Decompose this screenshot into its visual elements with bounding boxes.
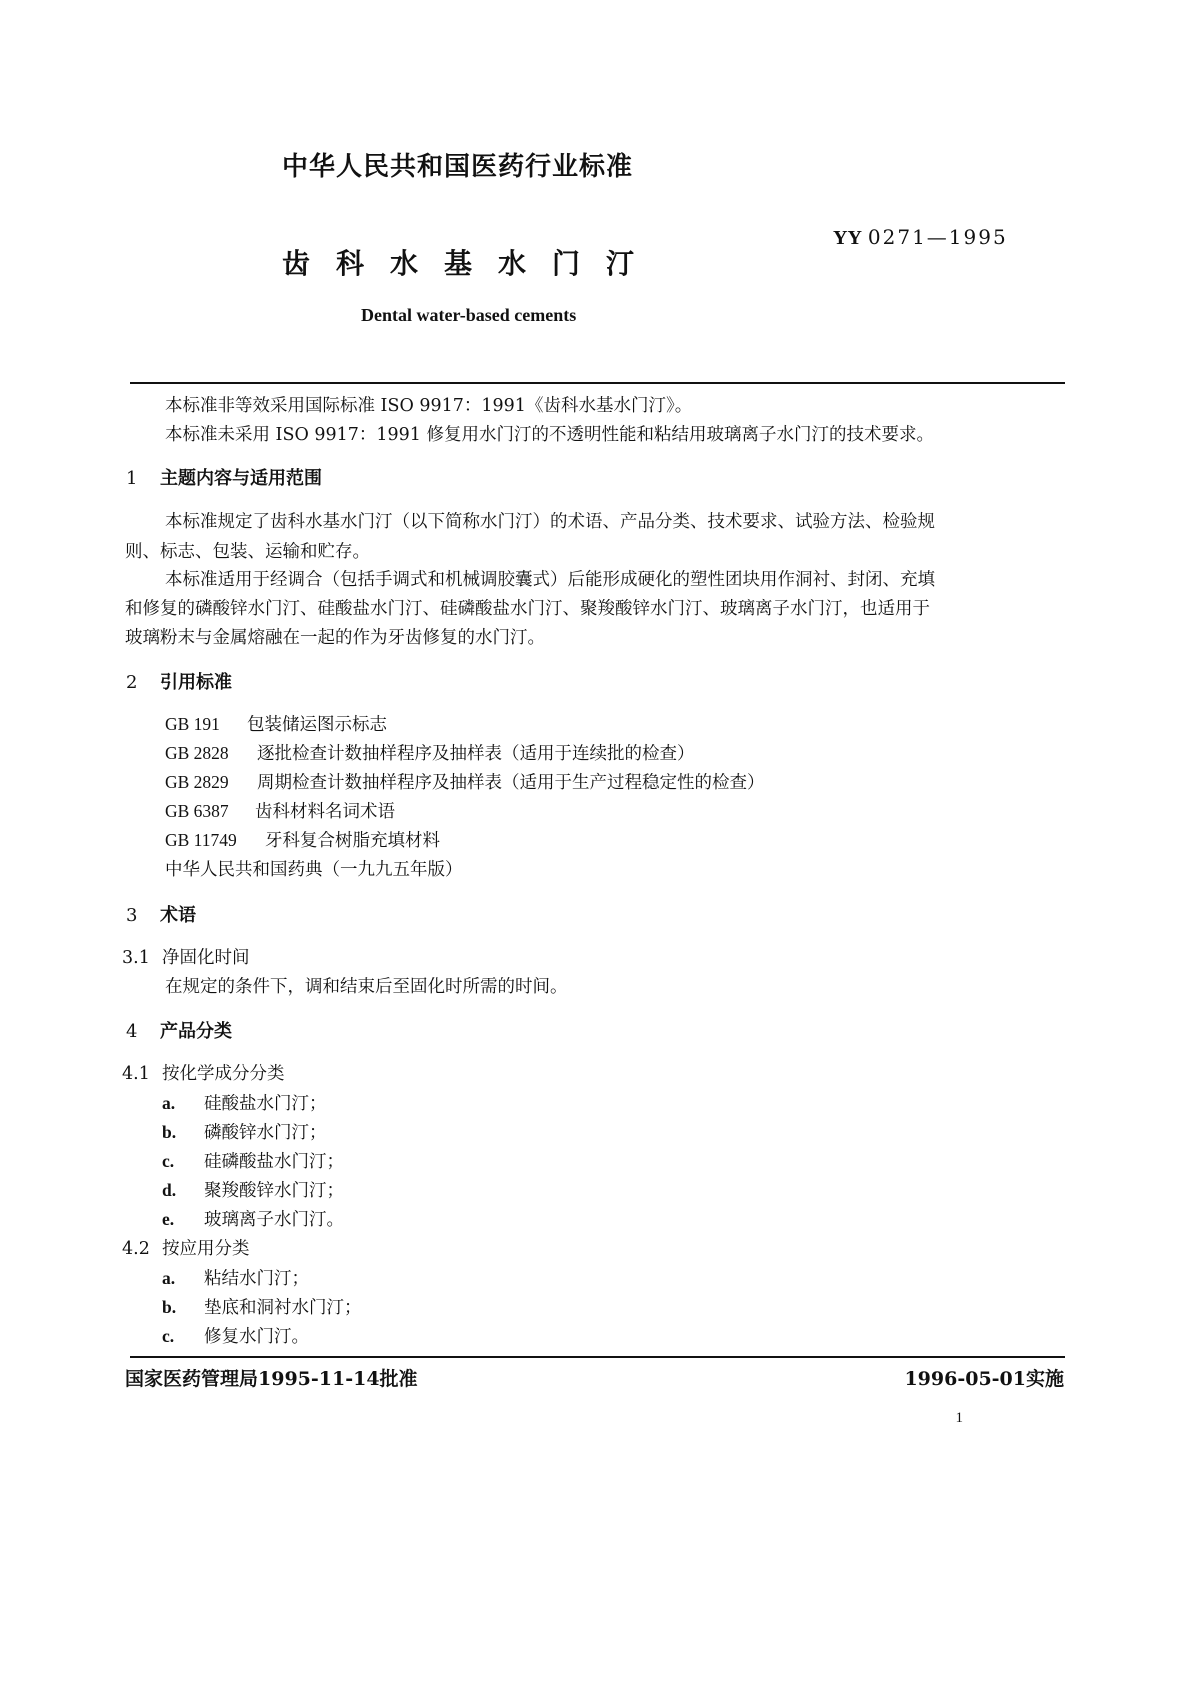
list-letter: c. <box>162 1326 175 1346</box>
reference-item <box>165 798 395 823</box>
standard-number <box>833 225 1008 250</box>
reference-name: 周期检查计数抽样程序及抽样表（适用于生产过程稳定性的检查） <box>257 773 765 793</box>
list-item <box>162 1148 344 1173</box>
reference-name: 齿科材料名词术语 <box>255 802 395 822</box>
list-text: 聚羧酸锌水门汀； <box>204 1181 344 1201</box>
subsection-3-1-heading <box>122 944 250 969</box>
reference-code: GB 191 <box>165 714 220 734</box>
subsection-4-2-title: 按应用分类 <box>162 1239 250 1259</box>
subsection-4-2-heading <box>122 1235 250 1260</box>
section-4-title: 产品分类 <box>160 1021 232 1042</box>
reference-code: GB 11749 <box>165 830 237 850</box>
list-text: 垫底和洞衬水门汀； <box>204 1298 362 1318</box>
subsection-4-1-heading <box>122 1060 285 1085</box>
header-rule <box>130 382 1065 384</box>
list-item <box>162 1090 327 1115</box>
subsection-3-1-title: 净固化时间 <box>162 948 250 968</box>
section-1-p1-line-1: 本标准规定了齿科水基水门汀（以下简称水门汀）的术语、产品分类、技术要求、试验方法、检验规 <box>165 512 935 532</box>
list-text: 硅酸盐水门汀； <box>204 1094 327 1114</box>
section-2-number: 2 <box>126 672 138 693</box>
section-1-title: 主题内容与适用范围 <box>160 468 322 489</box>
list-item <box>162 1323 309 1348</box>
list-letter: a. <box>162 1268 176 1288</box>
list-letter: a. <box>162 1093 176 1113</box>
page-number: 1 <box>955 1410 963 1426</box>
list-item <box>162 1119 327 1144</box>
section-3-heading <box>126 901 196 927</box>
list-text: 粘结水门汀； <box>204 1269 309 1289</box>
reference-code: GB 2829 <box>165 772 229 792</box>
list-letter: b. <box>162 1297 177 1317</box>
list-text: 硅磷酸盐水门汀； <box>204 1152 344 1172</box>
section-1-p1-line-2: 则、标志、包装、运输和贮存。 <box>125 542 370 562</box>
list-letter: e. <box>162 1209 175 1229</box>
section-3-number: 3 <box>126 905 138 926</box>
section-1-p2-line-1: 本标准适用于经调合（包括手调式和机械调胶囊式）后能形成硬化的塑性团块用作洞衬、封闭、充填 <box>165 570 935 590</box>
section-4-number: 4 <box>126 1021 138 1042</box>
section-4-heading <box>126 1017 232 1043</box>
subsection-3-1-number: 3.1 <box>122 948 150 968</box>
intro-line-2: 本标准未采用 ISO 9917：1991 修复用水门汀的不透明性能和粘结用玻璃离子水门汀的技术要求。 <box>165 425 935 445</box>
section-2-heading <box>126 668 232 694</box>
standard-prefix: YY <box>833 227 862 249</box>
section-1-heading <box>126 464 322 490</box>
subsection-4-2-number: 4.2 <box>122 1239 150 1259</box>
section-3-title: 术语 <box>160 905 196 926</box>
subsection-4-1-number: 4.1 <box>122 1064 150 1084</box>
list-text: 磷酸锌水门汀； <box>204 1123 327 1143</box>
reference-pharmacopoeia: 中华人民共和国药典（一九九五年版） <box>165 860 463 880</box>
intro-line-1: 本标准非等效采用国际标准 ISO 9917：1991《齿科水基水门汀》。 <box>165 396 693 416</box>
list-item <box>162 1294 362 1319</box>
title-chinese: 齿科水基水门汀 <box>282 247 661 280</box>
list-text: 修复水门汀。 <box>204 1327 309 1347</box>
section-2-title: 引用标准 <box>160 672 232 693</box>
reference-name: 牙科复合树脂充填材料 <box>265 831 440 851</box>
reference-item <box>165 711 387 736</box>
reference-name: 逐批检查计数抽样程序及抽样表（适用于连续批的检查） <box>257 744 695 764</box>
reference-item <box>165 740 695 765</box>
list-letter: c. <box>162 1151 175 1171</box>
issuing-body: 中华人民共和国医药行业标准 <box>282 152 634 182</box>
reference-code: GB 6387 <box>165 801 229 821</box>
list-item <box>162 1177 344 1202</box>
list-text: 玻璃离子水门汀。 <box>204 1210 344 1230</box>
section-1-p2-line-2: 和修复的磷酸锌水门汀、硅酸盐水门汀、硅磷酸盐水门汀、聚羧酸锌水门汀、玻璃离子水门汀，也适用于 <box>125 599 930 619</box>
list-item <box>162 1265 309 1290</box>
subsection-4-1-title: 按化学成分分类 <box>162 1064 285 1084</box>
list-letter: d. <box>162 1180 177 1200</box>
subsection-3-1-text: 在规定的条件下，调和结束后至固化时所需的时间。 <box>165 977 568 997</box>
section-1-p2-line-3: 玻璃粉末与金属熔融在一起的作为牙齿修复的水门汀。 <box>125 628 545 648</box>
reference-code: GB 2828 <box>165 743 229 763</box>
reference-name: 包装储运图示标志 <box>247 715 387 735</box>
list-letter: b. <box>162 1122 177 1142</box>
section-1-number: 1 <box>126 468 138 489</box>
footer-rule <box>130 1356 1065 1358</box>
standard-code: 0271—1995 <box>867 225 1008 249</box>
approval-date: 国家医药管理局1995-11-14批准 <box>125 1368 418 1390</box>
effective-date: 1996-05-01实施 <box>904 1368 1064 1390</box>
reference-item <box>165 769 765 794</box>
reference-item <box>165 827 440 852</box>
list-item <box>162 1206 344 1231</box>
title-english: Dental water-based cements <box>361 305 577 325</box>
